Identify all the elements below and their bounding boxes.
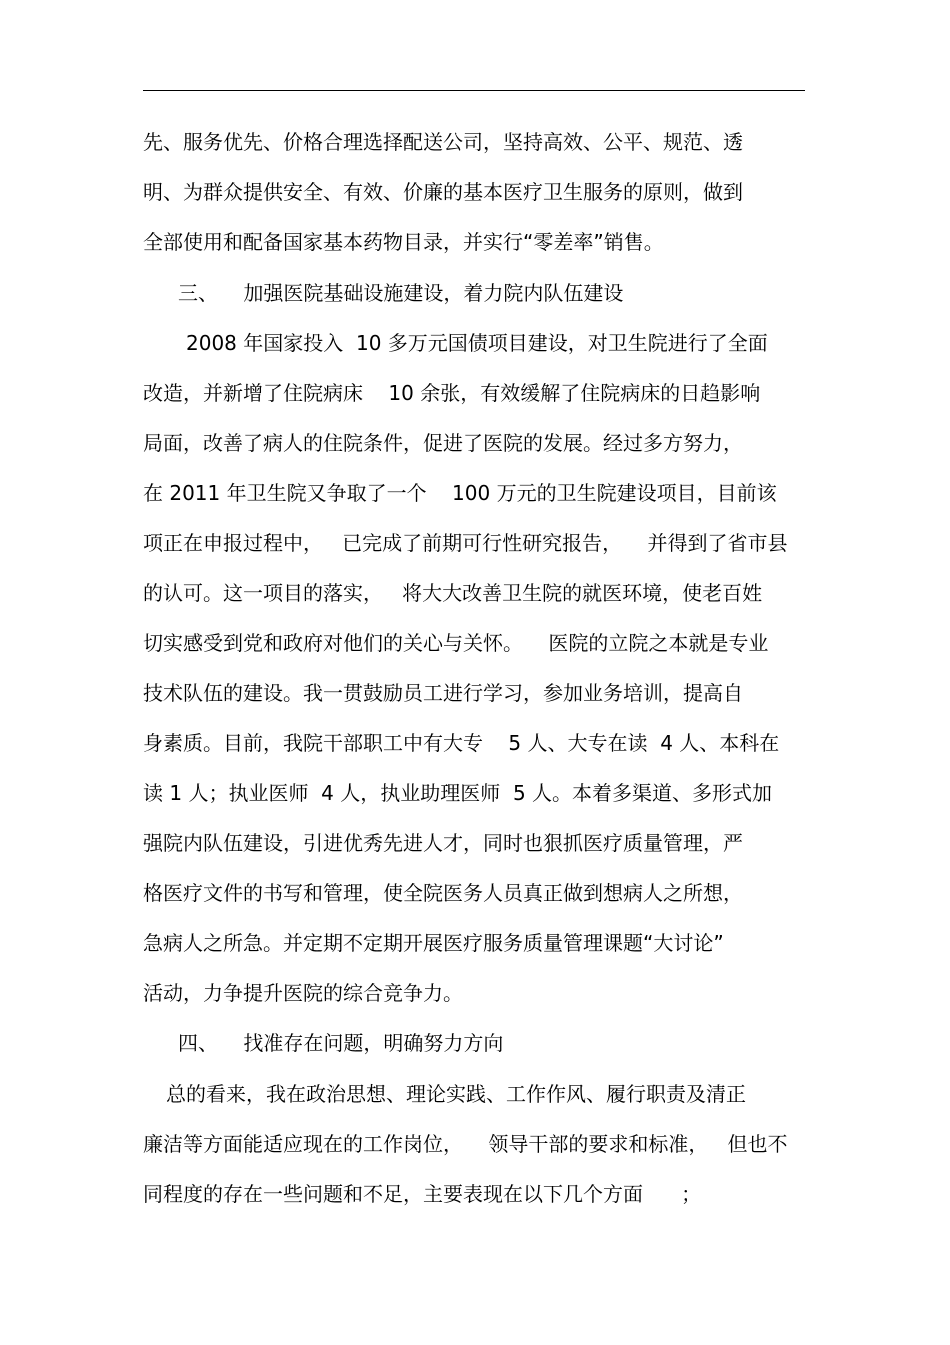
text-line: 同程度的存在一些问题和不足，主要表现在以下几个方面 ；: [143, 1182, 702, 1206]
text-line: 技术队伍的建设。我一贯鼓励员工进行学习，参加业务培训，提高自: [143, 681, 743, 705]
text-line: 全部使用和配备国家基本药物目录，并实行“零差率”销售。: [143, 230, 664, 254]
text-line: 明、为群众提供安全、有效、价廉的基本医疗卫生服务的原则，做到: [143, 180, 743, 204]
section-heading: 四、 找准存在问题，明确努力方向: [178, 1031, 504, 1055]
text-line: 切实感受到党和政府对他们的关心与关怀。 医院的立院之本就是专业: [143, 631, 769, 655]
text-line: 身素质。目前，我院干部职工中有大专 5 人、大专在读 4 人、本科在: [143, 731, 780, 755]
text-line: 廉洁等方面能适应现在的工作岗位， 领导干部的要求和标准， 但也不: [143, 1132, 788, 1156]
text-line: 格医疗文件的书写和管理，使全院医务人员真正做到想病人之所想，: [143, 881, 743, 905]
text-line: 强院内队伍建设，引进优秀先进人才，同时也狠抓医疗质量管理，严: [143, 831, 743, 855]
text-line: 的认可。这一项目的落实， 将大大改善卫生院的就医环境，使老百姓: [143, 581, 763, 605]
text-line: 急病人之所急。并定期不定期开展医疗服务质量管理课题“大讨论”: [143, 931, 724, 955]
text-line: 项正在申报过程中， 已完成了前期可行性研究报告， 并得到了省市县: [143, 531, 788, 555]
text-line: 2008 年国家投入 10 多万元国债项目建设，对卫生院进行了全面: [186, 331, 768, 355]
text-line: 先、服务优先、价格合理选择配送公司，坚持高效、公平、规范、透: [143, 130, 743, 154]
header-rule: [143, 90, 805, 91]
text-line: 总的看来，我在政治思想、理论实践、工作作风、履行职责及清正: [166, 1082, 746, 1106]
text-line: 局面，改善了病人的住院条件，促进了医院的发展。经过多方努力，: [143, 431, 743, 455]
text-line: 改造，并新增了住院病床 10 余张，有效缓解了住院病床的日趋影响: [143, 381, 761, 405]
text-line: 在 2011 年卫生院又争取了一个 100 万元的卫生院建设项目，目前该: [143, 481, 777, 505]
section-heading: 三、 加强医院基础设施建设，着力院内队伍建设: [178, 281, 624, 305]
text-line: 活动，力争提升医院的综合竞争力。: [143, 981, 463, 1005]
text-line: 读 1 人；执业医师 4 人，执业助理医师 5 人。本着多渠道、多形式加: [143, 781, 773, 805]
